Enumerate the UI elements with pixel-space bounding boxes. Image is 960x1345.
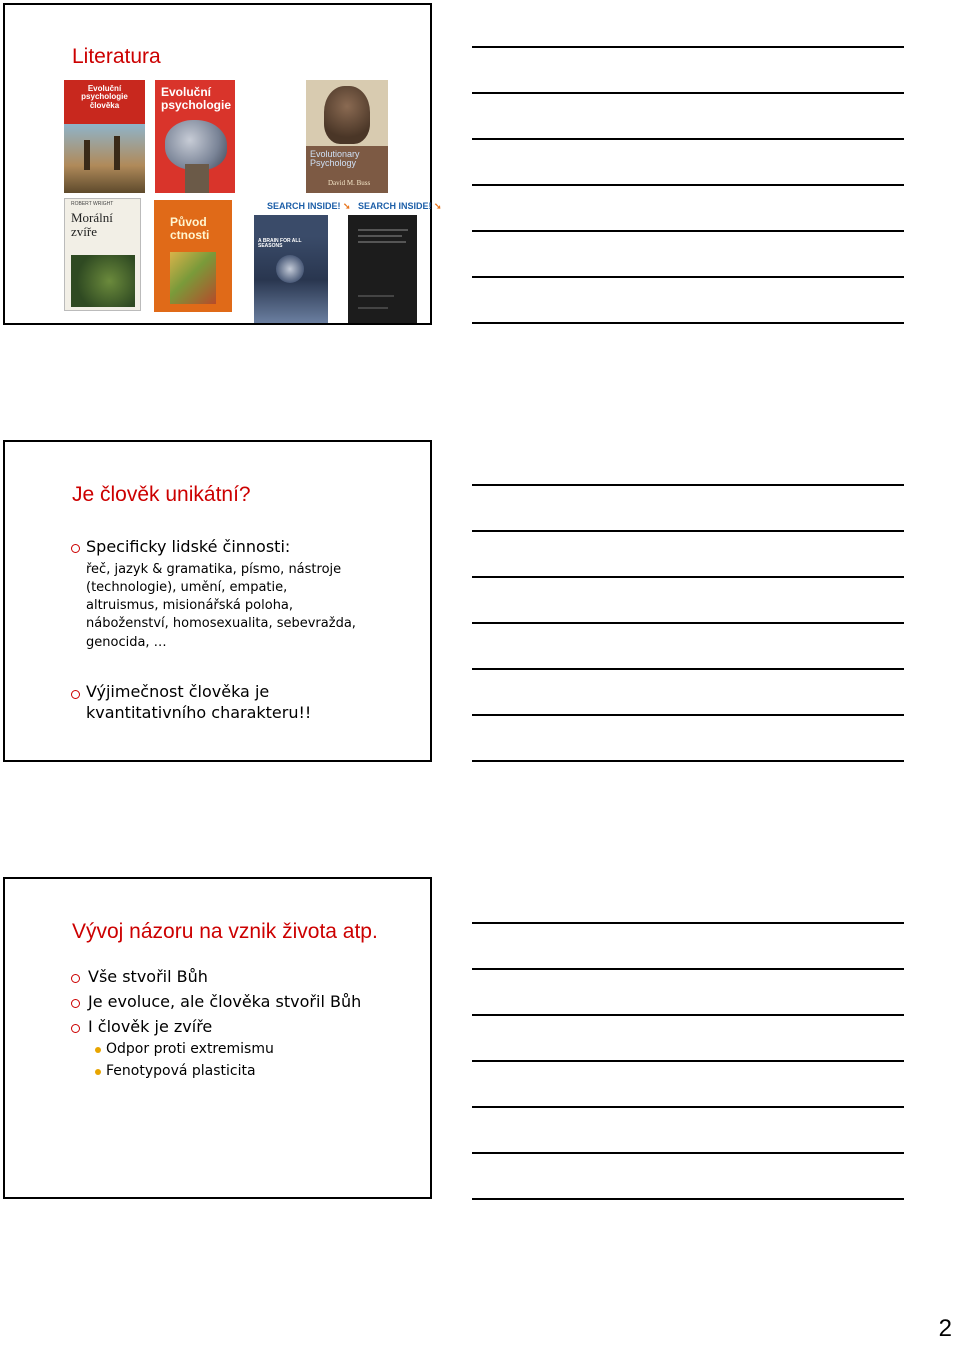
bullet-line: (technologie), umění, empatie,: [86, 580, 288, 595]
book-cover-evolutionary-psychology: Evolutionary Psychology David M. Buss: [306, 80, 388, 193]
slide-title: Literatura: [72, 45, 161, 68]
slide-title: Je člověk unikátní?: [72, 483, 251, 506]
slide-literatura: [3, 3, 442, 325]
ring-bullet-icon: [71, 974, 80, 983]
bullet-line: kvantitativního charakteru!!: [86, 703, 312, 722]
bullet-line: Vše stvořil Bůh: [88, 967, 208, 986]
book-cover-evolucni-psychologie-cloveka: Evoluční psychologie člověka: [64, 80, 145, 193]
bullet-line: Výjimečnost člověka je: [86, 682, 270, 701]
book-cover-dark: [348, 215, 417, 323]
search-inside-badge: SEARCH INSIDE! ➘: [358, 201, 442, 211]
page-number: 2: [938, 1315, 952, 1342]
bullet-line: genocida, …: [86, 635, 167, 650]
bullet-heading: Specificky lidské činnosti:: [86, 537, 291, 556]
bullet-line: řeč, jazyk & gramatika, písmo, nástroje: [86, 562, 342, 577]
bullet-line: Je evoluce, ale člověka stvořil Bůh: [88, 992, 362, 1011]
sub-bullet-line: Fenotypová plasticita: [106, 1063, 256, 1079]
book-cover-moralni-zvire: ROBERT WRIGHT Morální zvíře: [64, 198, 141, 311]
ring-bullet-icon: [71, 544, 80, 553]
ring-bullet-icon: [71, 690, 80, 699]
bullet-line: I člověk je zvíře: [88, 1017, 213, 1036]
arrow-icon: ➘: [431, 201, 442, 211]
slide-je-clovek-unikatni: [3, 440, 432, 762]
ring-bullet-icon: [71, 999, 80, 1008]
slide-vyvoj-nazoru: [3, 877, 432, 1199]
book-cover-puvod-ctnosti: Původ ctnosti: [154, 200, 232, 312]
dot-bullet-icon: [95, 1047, 101, 1053]
dot-bullet-icon: [95, 1069, 101, 1075]
ring-bullet-icon: [71, 1024, 80, 1033]
slide-title: Vývoj názoru na vznik života atp.: [72, 920, 378, 943]
arrow-icon: ➘: [340, 201, 351, 211]
book-cover-evolucni-psychologie: Evoluční psychologie: [155, 80, 235, 193]
book-cover-a-brain-for-all-seasons: A BRAIN FOR ALL SEASONS: [254, 215, 328, 323]
bullet-line: náboženství, homosexualita, sebevražda,: [86, 616, 356, 631]
search-inside-badge: SEARCH INSIDE! ➘: [267, 201, 351, 211]
sub-bullet-line: Odpor proti extremismu: [106, 1041, 274, 1057]
bullet-line: altruismus, misionářská poloha,: [86, 598, 294, 613]
